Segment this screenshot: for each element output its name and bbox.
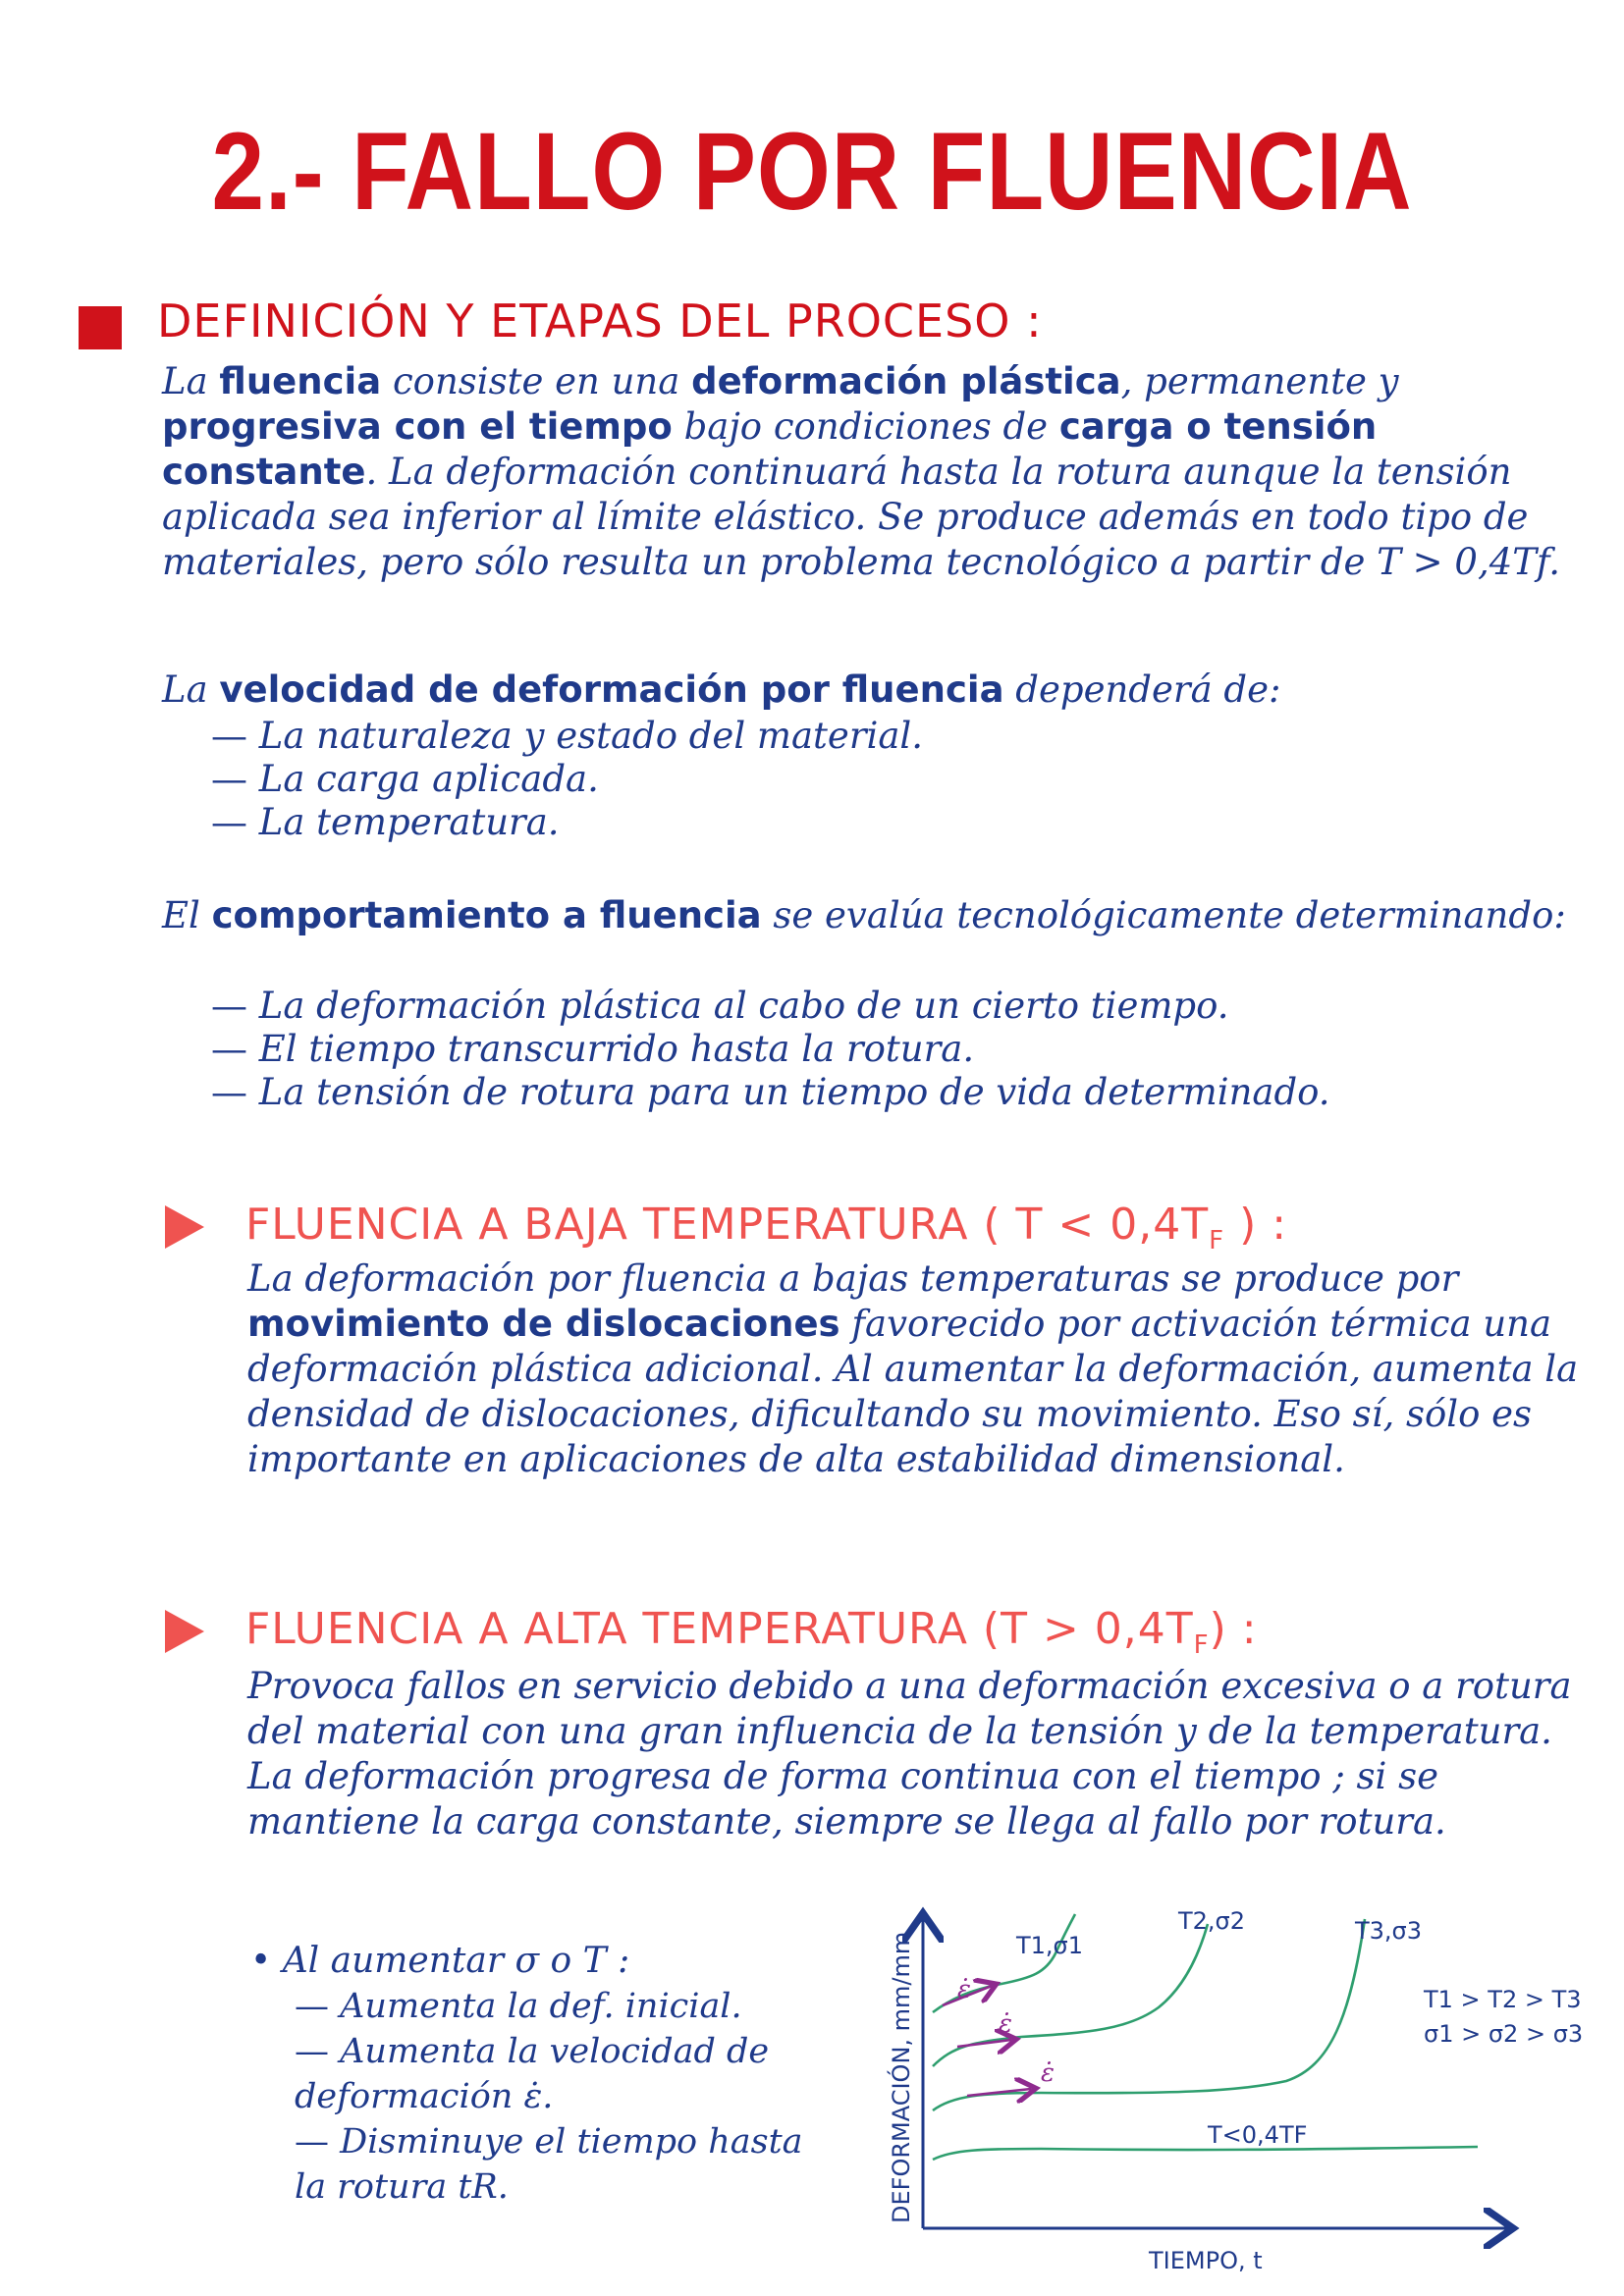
list-item: — Aumenta la velocidad de deformación ε̇. <box>295 2029 820 2119</box>
creep-chart <box>844 1899 1591 2282</box>
alta-bullet: • Al aumentar σ o T : — Aumenta la def. inicial. — Aumenta la velocidad de deformación ε̇. — Disminuye el tiempo hasta la rotura tR. <box>250 1939 820 2210</box>
relation-temperature: T1 > T2 > T3 <box>1424 1986 1582 2013</box>
list-item: — La tensión de rotura para un tiempo de vida determinado. <box>211 1071 1330 1114</box>
rate-label-3: ε̇ <box>1041 2058 1055 2088</box>
section-square-icon <box>79 306 122 349</box>
definicion-paragraph: La fluencia consiste en una deformación plástica, permanente y progresiva con el tiempo bajo condiciones de carga o tensión constante. La deformación continuará hasta la rotura aunque la tensión aplicada sea inferior al límite elástico. Se produce además en todo tipo de materiales, pero sólo resulta un problema tecnológico a partir de T > 0,4Tf. <box>162 360 1561 583</box>
comportamiento-intro: El comportamiento a fluencia se evalúa tecnológicamente determinando: <box>162 894 1566 936</box>
series-label-low-t: T<0,4TF <box>1208 2121 1308 2149</box>
list-item: — La temperatura. <box>211 801 923 844</box>
list-item: — Aumenta la def. inicial. <box>295 1984 820 2029</box>
velocidad-intro: La velocidad de deformación por fluencia dependerá de: <box>162 668 1281 711</box>
list-item: — La naturaleza y estado del material. <box>211 715 923 758</box>
list-item: — La carga aplicada. <box>211 758 923 801</box>
relation-stress: σ1 > σ2 > σ3 <box>1424 2020 1584 2048</box>
page-title: 2.- FALLO POR FLUENCIA <box>211 110 1413 233</box>
series-line-low-t <box>933 2147 1478 2160</box>
series-label-t3: T3,σ3 <box>1355 1917 1423 1945</box>
list-item: — Disminuye el tiempo hasta la rotura tR. <box>295 2119 820 2210</box>
list-item: — El tiempo transcurrido hasta la rotura. <box>211 1028 1330 1071</box>
x-axis-label: TIEMPO, t <box>1149 2247 1263 2274</box>
series-label-t2: T2,σ2 <box>1178 1907 1246 1935</box>
triangle-bullet-icon <box>165 1205 204 1249</box>
series-label-t1: T1,σ1 <box>1016 1932 1084 1959</box>
triangle-bullet-icon <box>165 1610 204 1653</box>
section-heading-alta: FLUENCIA A ALTA TEMPERATURA $(T > 0,4T_F)$ : <box>245 1604 1258 1660</box>
velocidad-list <box>211 715 923 844</box>
list-item: — La deformación plástica al cabo de un cierto tiempo. <box>211 985 1330 1028</box>
section-heading-baja: FLUENCIA A BAJA TEMPERATURA ( $T < 0,4T_F$ ) : <box>245 1200 1288 1255</box>
alta-bullet-list <box>295 1984 820 2210</box>
rate-label-2: ε̇ <box>999 2009 1012 2039</box>
rate-label-1: ε̇ <box>957 1975 971 2004</box>
alta-paragraph: Provoca fallos en servicio debido a una deformación excesiva o a rotura del material con una gran influencia de la tensión y de la temperatura. La deformación progresa de forma continua con el tiempo ; si se mantiene la carga constante, siempre se llega al fallo por rotura. <box>247 1665 1572 1842</box>
baja-paragraph: La deformación por fluencia a bajas temperaturas se produce por movimiento de dislocaciones favorecido por activación térmica una deformación plástica adicional. Al aumentar la deformación, aumenta la densidad de dislocaciones, dificultando su movimiento. Eso sí, sólo es importante en aplicaciones de alta estabilidad dimensional. <box>247 1257 1579 1480</box>
section-heading-definicion: DEFINICIÓN Y ETAPAS DEL PROCESO : <box>157 294 1043 347</box>
comportamiento-list <box>211 985 1330 1114</box>
y-axis-label: DEFORMACIÓN, mm/mm <box>888 1931 915 2223</box>
series-line-t1 <box>933 1914 1075 2012</box>
